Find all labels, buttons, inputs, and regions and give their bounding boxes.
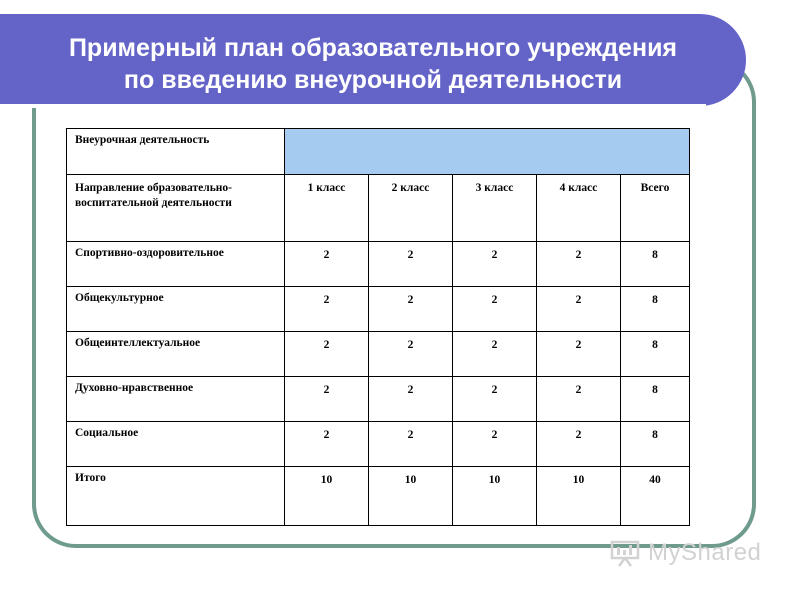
table-cell: 2 — [369, 422, 453, 467]
table-cell: 8 — [621, 287, 690, 332]
table-cell: 40 — [621, 467, 690, 526]
column-header: 1 класс — [285, 175, 369, 242]
row-label: Социальное — [67, 422, 285, 467]
table-cell: 2 — [453, 332, 537, 377]
table-total-row — [67, 467, 690, 526]
table-cell: 2 — [453, 287, 537, 332]
table-cell: 2 — [369, 377, 453, 422]
title-line-2: по введению внеурочной деятельности — [123, 66, 623, 94]
table-cell: 10 — [369, 467, 453, 526]
table-cell: 2 — [537, 377, 621, 422]
row-label: Общекультурное — [67, 287, 285, 332]
table-caption-row — [67, 129, 690, 175]
table-cell: 10 — [285, 467, 369, 526]
table-cell: 2 — [285, 332, 369, 377]
table-cell: 8 — [621, 332, 690, 377]
table-cell: 10 — [453, 467, 537, 526]
table-cell: 8 — [621, 422, 690, 467]
table-cell: 2 — [537, 422, 621, 467]
table-row — [67, 287, 690, 332]
table-row — [67, 332, 690, 377]
column-header: 3 класс — [453, 175, 537, 242]
table-cell: 2 — [537, 332, 621, 377]
row-label: Спортивно-оздоровительное — [67, 242, 285, 287]
column-header: Всего — [621, 175, 690, 242]
column-header: 4 класс — [537, 175, 621, 242]
title-underline — [0, 104, 706, 108]
column-header: 2 класс — [369, 175, 453, 242]
table-cell: 2 — [453, 242, 537, 287]
table-cell: 2 — [369, 332, 453, 377]
table-row — [67, 377, 690, 422]
slide-title — [0, 32, 746, 96]
table-cell: 2 — [285, 287, 369, 332]
table-cell: 2 — [537, 287, 621, 332]
table-cell: 2 — [453, 377, 537, 422]
table-header-row — [67, 175, 690, 242]
table-cell: 8 — [621, 242, 690, 287]
table-cell: 2 — [453, 422, 537, 467]
row-label: Духовно-нравственное — [67, 377, 285, 422]
title-line-1: Примерный план образовательного учреждения — [68, 34, 678, 62]
watermark-text: MyShared — [648, 539, 762, 566]
table-cell: 8 — [621, 377, 690, 422]
table-cell: 2 — [285, 377, 369, 422]
table-row — [67, 242, 690, 287]
row-label: Итого — [67, 467, 285, 526]
row-label: Общеинтеллектуальное — [67, 332, 285, 377]
activity-plan-table — [66, 128, 690, 526]
caption-fill-cell — [285, 129, 690, 175]
table-cell: 2 — [369, 242, 453, 287]
title-bar — [0, 14, 746, 106]
table-cell: 2 — [285, 422, 369, 467]
table-cell: 2 — [285, 242, 369, 287]
watermark — [610, 536, 761, 570]
table-cell: 2 — [369, 287, 453, 332]
presentation-board-icon — [610, 539, 640, 567]
caption-cell: Внеурочная деятельность — [67, 129, 285, 175]
table-cell: 10 — [537, 467, 621, 526]
direction-header: Направление образовательно-воспитательной деятельности — [67, 175, 285, 242]
table-row — [67, 422, 690, 467]
table-cell: 2 — [537, 242, 621, 287]
